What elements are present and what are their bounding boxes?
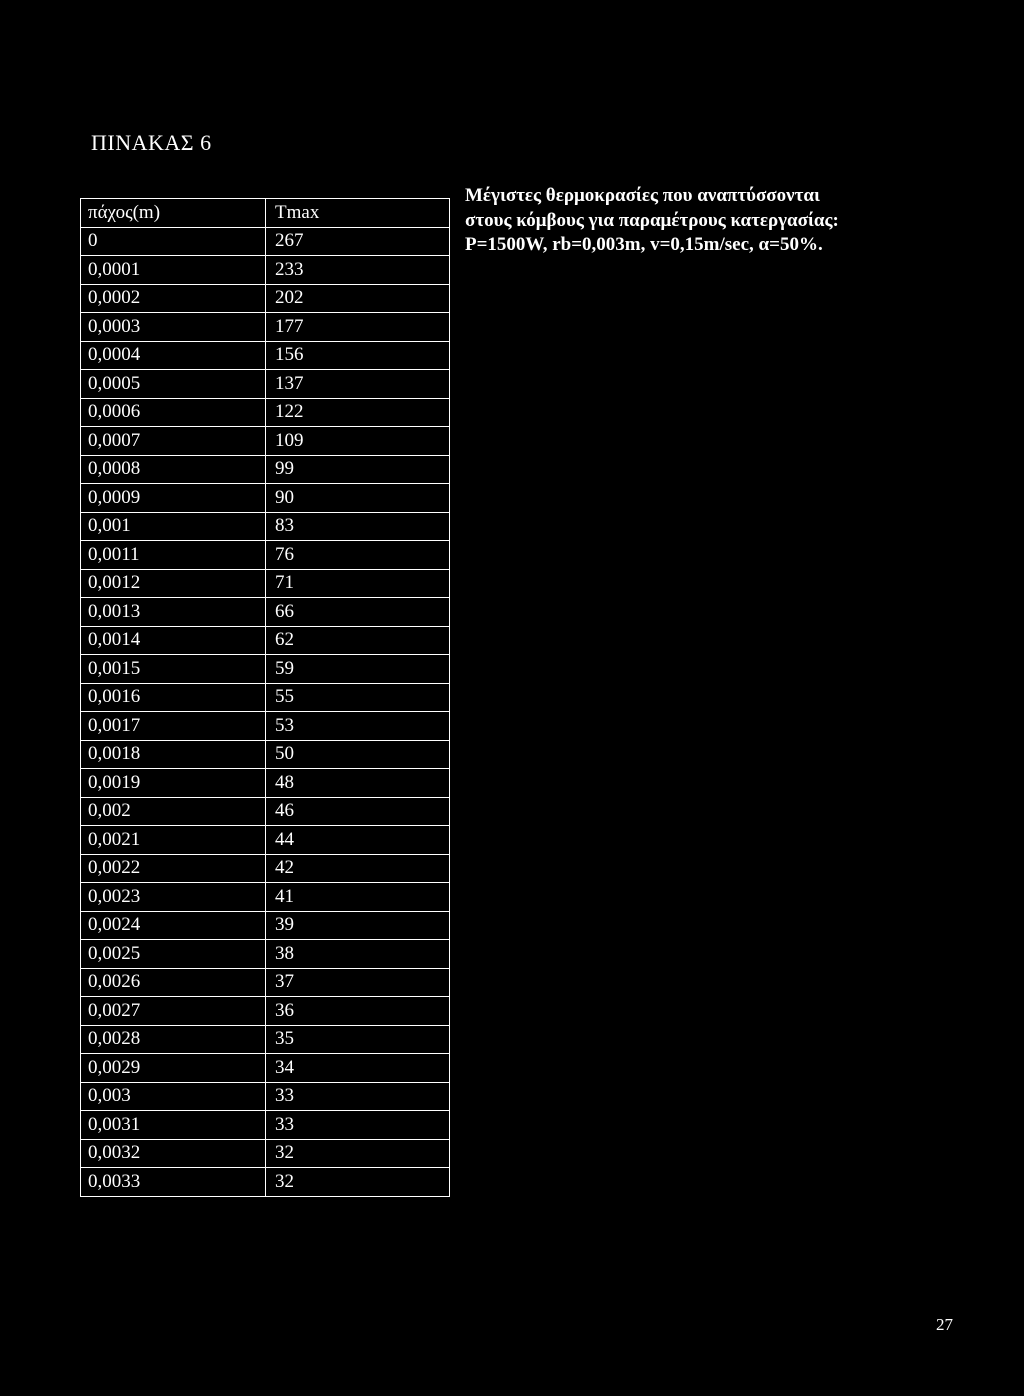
cell-thickness: 0,0013 <box>81 598 266 627</box>
cell-tmax: 38 <box>266 940 450 969</box>
caption-line-3: P=1500W, rb=0,003m, v=0,15m/sec, α=50%. <box>465 234 823 255</box>
table-row <box>81 997 450 1026</box>
cell-tmax: 156 <box>266 341 450 370</box>
table-row <box>81 626 450 655</box>
cell-thickness: 0,0026 <box>81 968 266 997</box>
table-row <box>81 427 450 456</box>
cell-thickness: 0,0015 <box>81 655 266 684</box>
cell-tmax: 202 <box>266 284 450 313</box>
table-row <box>81 655 450 684</box>
cell-tmax: 109 <box>266 427 450 456</box>
cell-thickness: 0,0014 <box>81 626 266 655</box>
header-tmax: Tmax <box>266 199 450 228</box>
cell-thickness: 0,0024 <box>81 911 266 940</box>
cell-thickness: 0,0022 <box>81 854 266 883</box>
cell-tmax: 32 <box>266 1168 450 1197</box>
table-row <box>81 1082 450 1111</box>
table-row <box>81 1168 450 1197</box>
table-row <box>81 883 450 912</box>
cell-thickness: 0,0005 <box>81 370 266 399</box>
table-row <box>81 854 450 883</box>
cell-thickness: 0,0008 <box>81 455 266 484</box>
header-thickness: πάχος(m) <box>81 199 266 228</box>
cell-tmax: 99 <box>266 455 450 484</box>
table-row <box>81 484 450 513</box>
cell-tmax: 41 <box>266 883 450 912</box>
cell-tmax: 137 <box>266 370 450 399</box>
cell-thickness: 0,001 <box>81 512 266 541</box>
cell-tmax: 233 <box>266 256 450 285</box>
cell-tmax: 37 <box>266 968 450 997</box>
cell-tmax: 71 <box>266 569 450 598</box>
table-row <box>81 284 450 313</box>
table-row <box>81 256 450 285</box>
cell-tmax: 55 <box>266 683 450 712</box>
table-row <box>81 455 450 484</box>
cell-tmax: 83 <box>266 512 450 541</box>
caption-line-2: στους κόμβους για παραμέτρους κατεργασίας: <box>465 209 839 231</box>
cell-tmax: 32 <box>266 1139 450 1168</box>
cell-tmax: 62 <box>266 626 450 655</box>
table-row <box>81 769 450 798</box>
page-heading: ΠΙΝΑΚΑΣ 6 <box>91 130 212 155</box>
cell-thickness: 0,0017 <box>81 712 266 741</box>
table-row <box>81 797 450 826</box>
table-row <box>81 1139 450 1168</box>
cell-tmax: 76 <box>266 541 450 570</box>
table-row <box>81 911 450 940</box>
table-row <box>81 740 450 769</box>
table-row <box>81 313 450 342</box>
table-row <box>81 1054 450 1083</box>
table-body <box>81 199 450 1197</box>
cell-thickness: 0,0016 <box>81 683 266 712</box>
cell-tmax: 44 <box>266 826 450 855</box>
cell-tmax: 36 <box>266 997 450 1026</box>
table-row <box>81 512 450 541</box>
table-row <box>81 341 450 370</box>
cell-thickness: 0,0029 <box>81 1054 266 1083</box>
cell-thickness: 0,0027 <box>81 997 266 1026</box>
cell-thickness: 0,0012 <box>81 569 266 598</box>
table-row <box>81 370 450 399</box>
cell-thickness: 0,0001 <box>81 256 266 285</box>
table-row <box>81 398 450 427</box>
cell-tmax: 267 <box>266 227 450 256</box>
table-row <box>81 968 450 997</box>
cell-tmax: 46 <box>266 797 450 826</box>
temperature-table <box>80 198 450 1197</box>
table-row <box>81 1111 450 1140</box>
cell-thickness: 0,0032 <box>81 1139 266 1168</box>
table-row <box>81 227 450 256</box>
table-row <box>81 712 450 741</box>
cell-thickness: 0,0002 <box>81 284 266 313</box>
cell-thickness: 0,0018 <box>81 740 266 769</box>
cell-tmax: 42 <box>266 854 450 883</box>
table-row <box>81 826 450 855</box>
cell-thickness: 0,0021 <box>81 826 266 855</box>
cell-tmax: 90 <box>266 484 450 513</box>
table-header-row <box>81 199 450 228</box>
cell-tmax: 50 <box>266 740 450 769</box>
cell-tmax: 66 <box>266 598 450 627</box>
cell-tmax: 177 <box>266 313 450 342</box>
cell-thickness: 0,0028 <box>81 1025 266 1054</box>
cell-tmax: 34 <box>266 1054 450 1083</box>
cell-thickness: 0,0004 <box>81 341 266 370</box>
cell-tmax: 33 <box>266 1082 450 1111</box>
cell-thickness: 0,0033 <box>81 1168 266 1197</box>
cell-thickness: 0,0011 <box>81 541 266 570</box>
cell-tmax: 35 <box>266 1025 450 1054</box>
cell-thickness: 0,0009 <box>81 484 266 513</box>
table-row <box>81 683 450 712</box>
table-row <box>81 940 450 969</box>
cell-tmax: 53 <box>266 712 450 741</box>
cell-thickness: 0,0019 <box>81 769 266 798</box>
table-caption <box>465 184 985 258</box>
table-row <box>81 598 450 627</box>
cell-thickness: 0,0003 <box>81 313 266 342</box>
page-number: 27 <box>936 1315 953 1334</box>
cell-tmax: 33 <box>266 1111 450 1140</box>
cell-thickness: 0,002 <box>81 797 266 826</box>
cell-tmax: 48 <box>266 769 450 798</box>
table-row <box>81 541 450 570</box>
cell-thickness: 0,0025 <box>81 940 266 969</box>
cell-thickness: 0,0007 <box>81 427 266 456</box>
cell-thickness: 0 <box>81 227 266 256</box>
table-row <box>81 569 450 598</box>
cell-tmax: 59 <box>266 655 450 684</box>
cell-tmax: 39 <box>266 911 450 940</box>
table-row <box>81 1025 450 1054</box>
cell-thickness: 0,0031 <box>81 1111 266 1140</box>
cell-thickness: 0,0023 <box>81 883 266 912</box>
cell-thickness: 0,0006 <box>81 398 266 427</box>
cell-tmax: 122 <box>266 398 450 427</box>
cell-thickness: 0,003 <box>81 1082 266 1111</box>
caption-line-1: Μέγιστες θερμοκρασίες που αναπτύσσονται <box>465 185 820 206</box>
